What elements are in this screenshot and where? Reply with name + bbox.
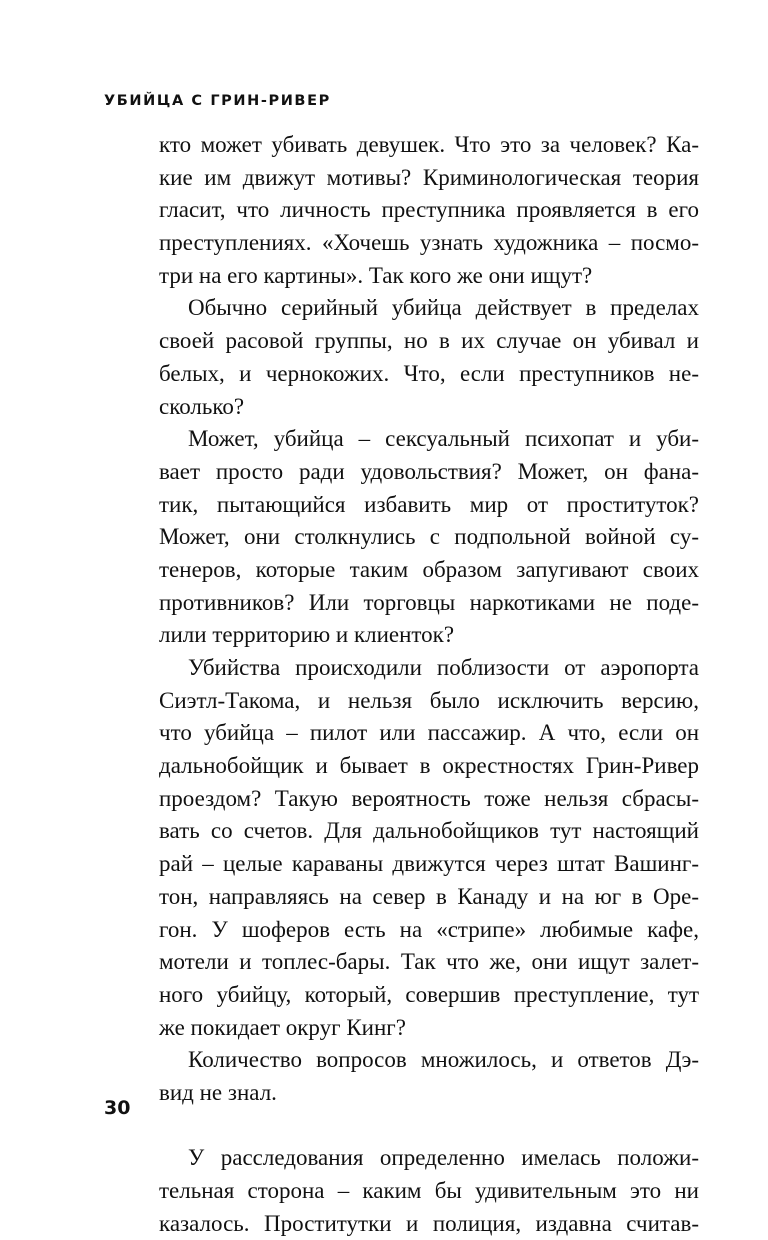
text-line: что убийца – пилот или пассажир. А что, если он (159, 720, 699, 746)
text-line: казалось. Проститутки и полиция, издавна считав- (159, 1210, 699, 1236)
text-line: проездом? Такую вероятность тоже нельзя сбрасы- (159, 785, 699, 811)
text-line: тон, направляясь на север в Канаду и на юг в Оре- (159, 883, 699, 909)
text-line: преступлениях. «Хочешь узнать художника – посмо- (159, 230, 699, 256)
page-number: 30 (104, 1097, 131, 1119)
text-line: Может, убийца – сексуальный психопат и уби- (188, 426, 699, 452)
text-line: Убийства происходили поблизости от аэропорта (188, 655, 699, 680)
text-line: вид не знал. (159, 1079, 277, 1105)
text-line: сколько? (159, 393, 245, 419)
text-line: Количество вопросов множилось, и ответов Дэ- (188, 1047, 699, 1073)
text-line: тенеров, которые таким образом запугивают своих (159, 556, 699, 582)
text-line: вать со счетов. Для дальнобойщиков тут настоящий (159, 818, 699, 844)
text-line: своей расовой группы, но в их случае он убивал и (159, 328, 699, 354)
text-line: белых, и чернокожих. Что, если преступников не- (159, 360, 699, 386)
text-line: У расследования определенно имелась положи- (188, 1145, 699, 1171)
text-line: кто может убивать девушек. Что это за человек? Ка- (159, 132, 699, 157)
text-line: тельная сторона – каким бы удивительным это ни (159, 1178, 699, 1203)
text-line: кие им движут мотивы? Криминологическая теория (159, 164, 699, 190)
text-line: ного убийцу, который, совершив преступление, тут (159, 981, 699, 1007)
text-line: дальнобойщик и бывает в окрестностях Грин-Ривер (159, 753, 699, 779)
text-line: гон. У шоферов есть на «стрипе» любимые кафе, (159, 916, 699, 942)
text-line: мотели и топлес-бары. Так что же, они ищут залет- (159, 949, 699, 975)
running-head: УБИЙЦА С ГРИН-РИВЕР (104, 93, 331, 109)
text-line: три на его картины». Так кого же они ищут? (159, 262, 593, 288)
text-line: Сиэтл-Такома, и нельзя было исключить версию, (159, 687, 699, 713)
text-line: рай – целые караваны движутся через штат Вашинг- (159, 851, 699, 877)
text-line: противников? Или торговцы наркотиками не поде- (159, 589, 699, 615)
text-line: лили территорию и клиенток? (159, 622, 455, 648)
text-line: Обычно серийный убийца действует в пределах (188, 295, 699, 321)
text-line: же покидает округ Кинг? (159, 1014, 406, 1040)
text-line: тик, пытающийся избавить мир от проституток? (159, 491, 699, 517)
body-text (159, 129, 699, 1240)
text-line: вает просто ради удовольствия? Может, он фана- (159, 458, 699, 484)
text-line: Может, они столкнулись с подпольной войной су- (159, 524, 699, 550)
text-line: гласит, что личность преступника проявляется в его (159, 197, 699, 223)
section-break (159, 1110, 699, 1143)
